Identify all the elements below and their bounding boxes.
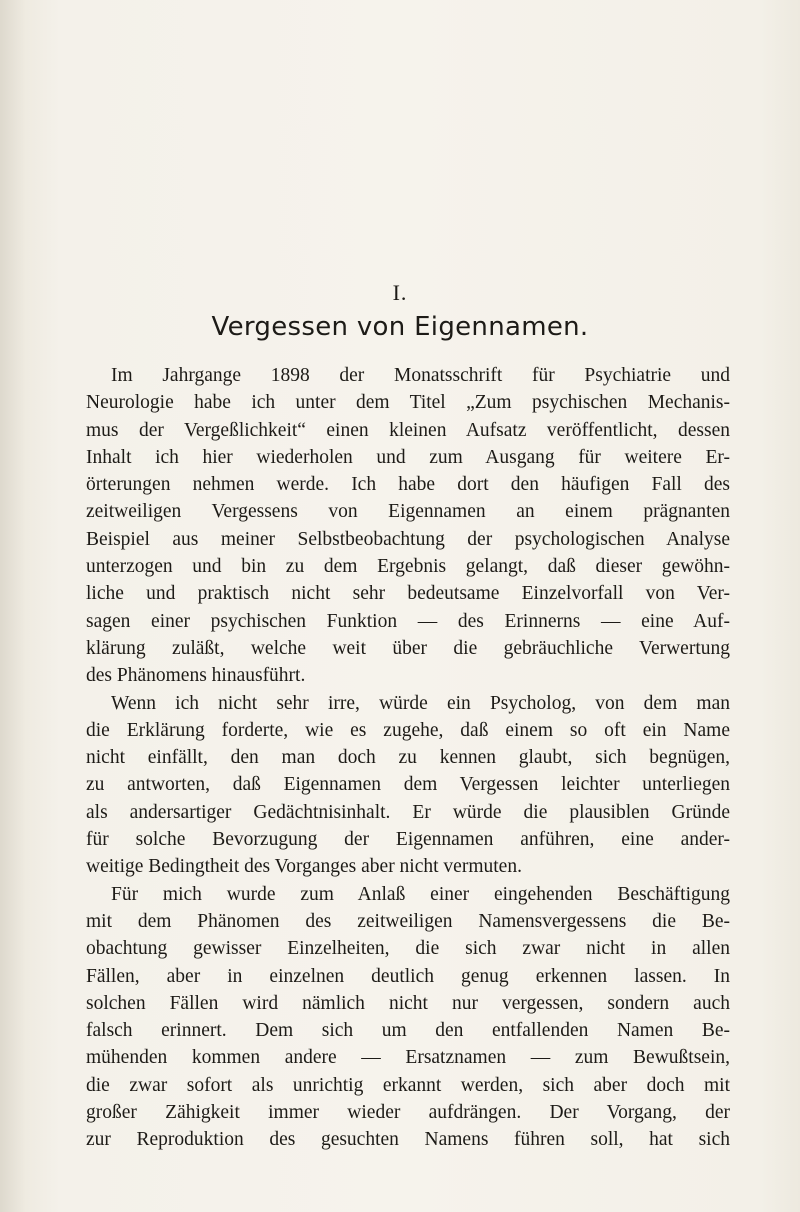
text-line: liche und praktisch nicht sehr bedeutsame Einzelvorfall von Ver- bbox=[86, 583, 730, 605]
text-line: großer Zähigkeit immer wieder aufdrängen. Der Vorgang, der bbox=[86, 1102, 730, 1124]
text-line: Wenn ich nicht sehr irre, würde ein Psycholog, von dem man bbox=[111, 692, 730, 714]
text-line: falsch erinnert. Dem sich um den entfallenden Namen Be- bbox=[86, 1020, 730, 1042]
text-line: unterzogen und bin zu dem Ergebnis gelangt, daß dieser gewöhn- bbox=[86, 556, 730, 578]
text-line: für solche Bevorzugung der Eigennamen anführen, eine ander- bbox=[86, 829, 730, 851]
text-line: Im Jahrgange 1898 der Monatsschrift für Psychiatrie und bbox=[111, 365, 730, 386]
text-line: als andersartiger Gedächtnisinhalt. Er würde die plausiblen Gründe bbox=[86, 801, 730, 823]
text-line: mit dem Phänomen des zeitweiligen Namensvergessens die Be- bbox=[86, 910, 730, 932]
page-gutter-shadow bbox=[0, 0, 26, 1212]
text-line: Neurologie habe ich unter dem Titel „Zum psychischen Mechanis- bbox=[86, 392, 730, 414]
text-line: weitige Bedingtheit des Vorganges aber nicht vermuten. bbox=[86, 856, 522, 878]
text-line: sagen einer psychischen Funktion — des Erinnerns — eine Auf- bbox=[86, 610, 730, 632]
text-line: zur Reproduktion des gesuchten Namens führen soll, hat sich bbox=[86, 1129, 730, 1151]
text-line: Inhalt ich hier wiederholen und zum Ausgang für weitere Er- bbox=[86, 446, 730, 468]
text-line: des Phänomens hinausführt. bbox=[86, 665, 306, 687]
text-line: nicht einfällt, den man doch zu kennen glaubt, sich begnügen, bbox=[86, 747, 730, 769]
chapter-title: Vergessen von Eigennamen. bbox=[211, 312, 589, 342]
body-text bbox=[86, 362, 730, 1154]
text-line: die Erklärung forderte, wie es zugehe, daß einem so oft ein Name bbox=[86, 719, 730, 741]
text-line: mühenden kommen andere — Ersatznamen — zum Bewußtsein, bbox=[86, 1047, 730, 1069]
text-line: zu antworten, daß Eigennamen dem Vergessen leichter unterliegen bbox=[86, 774, 730, 796]
text-line: Fällen, aber in einzelnen deutlich genug erkennen lassen. In bbox=[86, 965, 730, 987]
text-line: mus der Vergeßlichkeit“ einen kleinen Aufsatz veröffentlicht, dessen bbox=[86, 419, 730, 441]
chapter-number: I. bbox=[392, 280, 408, 305]
text-line: örterungen nehmen werde. Ich habe dort den häufigen Fall des bbox=[86, 474, 730, 496]
text-line: Beispiel aus meiner Selbstbeobachtung der psychologischen Analyse bbox=[86, 528, 730, 550]
text-line: Für mich wurde zum Anlaß einer eingehenden Beschäftigung bbox=[111, 883, 730, 905]
text-line: obachtung gewisser Einzelheiten, die sich zwar nicht in allen bbox=[86, 938, 730, 960]
text-line: klärung zuläßt, welche weit über die gebräuchliche Verwertung bbox=[86, 637, 730, 659]
text-line: die zwar sofort als unrichtig erkannt werden, sich aber doch mit bbox=[86, 1074, 730, 1096]
text-line: solchen Fällen wird nämlich nicht nur vergessen, sondern auch bbox=[86, 992, 730, 1014]
text-line: zeitweiligen Vergessens von Eigennamen an einem prägnanten bbox=[86, 501, 730, 523]
